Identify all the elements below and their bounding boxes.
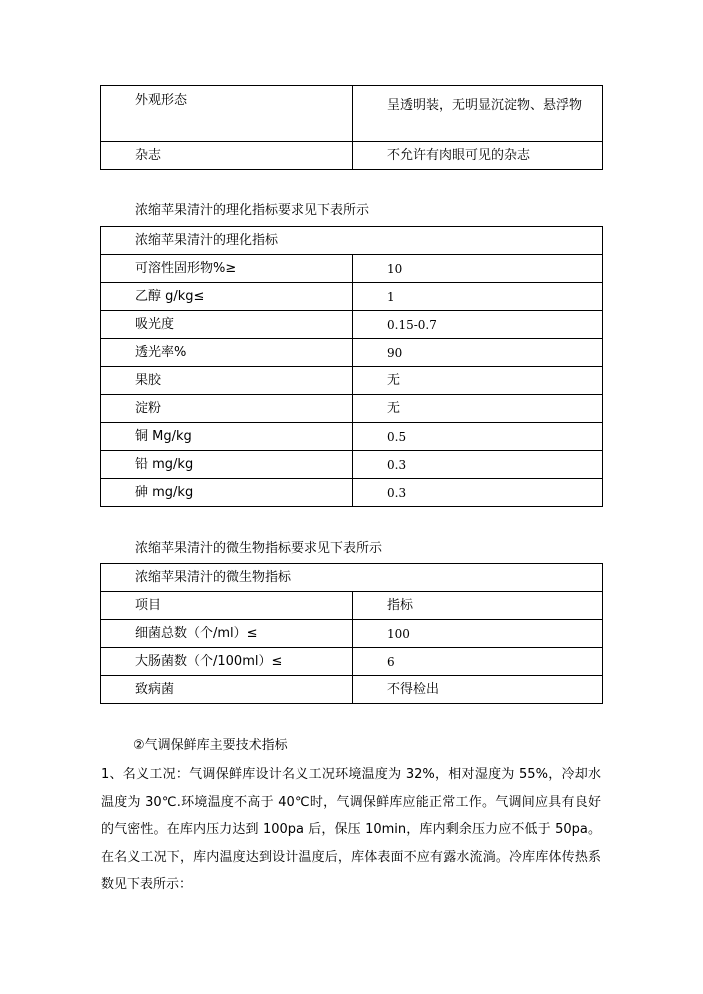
row-label: 可溶性固形物%≥ (101, 255, 353, 283)
row-label: 乙醇 g/kg≤ (101, 283, 353, 311)
table-row (101, 255, 603, 283)
row-label: 吸光度 (101, 311, 353, 339)
row-label: 砷 mg/kg (101, 479, 353, 507)
row-value: 无 (353, 367, 603, 395)
table-row (101, 142, 603, 170)
micro-table (100, 563, 603, 704)
row-label: 细菌总数（个/ml）≤ (101, 620, 353, 648)
table-row (101, 451, 603, 479)
row-value: 0.3 (353, 451, 603, 479)
table-row (101, 479, 603, 507)
appearance-label: 外观形态 (101, 86, 353, 142)
row-label: 大肠菌数（个/100ml）≤ (101, 648, 353, 676)
physchem-table (100, 226, 603, 507)
table-row (101, 311, 603, 339)
row-label: 致病菌 (101, 676, 353, 704)
table-header-row (101, 227, 603, 255)
table-row (101, 86, 603, 142)
impurity-value: 不允许有肉眼可见的杂志 (353, 142, 603, 170)
physchem-caption: 浓缩苹果清汁的理化指标要求见下表所示 (135, 203, 370, 218)
row-value: 1 (353, 283, 603, 311)
body-paragraph: 1、名义工况：气调保鲜库设计名义工况环境温度为 32%，相对湿度为 55%，冷却水温度为 30℃.环境温度不高于 40℃时，气调保鲜库应能正常工作。气调间应具有良好的气密性。在库内压力达到 100pa 后，保压 10min，库内剩余压力应不低于 50pa。在名义工况下，库内温度达到设计温度后，库体表面不应有露水流淌。冷库库体传热系数见下表所示： (101, 767, 601, 892)
row-value: 0.15-0.7 (353, 311, 603, 339)
row-value: 100 (353, 620, 603, 648)
row-value: 6 (353, 648, 603, 676)
row-label: 透光率% (101, 339, 353, 367)
table-row (101, 395, 603, 423)
impurity-label: 杂志 (101, 142, 353, 170)
row-value: 不得检出 (353, 676, 603, 704)
row-value: 无 (353, 395, 603, 423)
table-row (101, 339, 603, 367)
row-label: 果胶 (101, 367, 353, 395)
table-header-row (101, 564, 603, 592)
row-label: 铅 mg/kg (101, 451, 353, 479)
table-row (101, 592, 603, 620)
micro-caption: 浓缩苹果清汁的微生物指标要求见下表所示 (135, 541, 383, 556)
row-value: 0.3 (353, 479, 603, 507)
micro-header: 浓缩苹果清汁的微生物指标 (101, 564, 603, 592)
row-value: 0.5 (353, 423, 603, 451)
appearance-table (100, 85, 603, 170)
row-value: 10 (353, 255, 603, 283)
appearance-value: 呈透明装，无明显沉淀物、悬浮物 (353, 86, 603, 142)
row-label: 淀粉 (101, 395, 353, 423)
section-heading: ②气调保鲜库主要技术指标 (133, 738, 288, 753)
table-row (101, 283, 603, 311)
table-row (101, 648, 603, 676)
row-value: 指标 (353, 592, 603, 620)
table-row (101, 367, 603, 395)
row-value: 90 (353, 339, 603, 367)
physchem-header: 浓缩苹果清汁的理化指标 (101, 227, 603, 255)
table-row (101, 423, 603, 451)
row-label: 铜 Mg/kg (101, 423, 353, 451)
table-row (101, 620, 603, 648)
row-label: 项目 (101, 592, 353, 620)
table-row (101, 676, 603, 704)
